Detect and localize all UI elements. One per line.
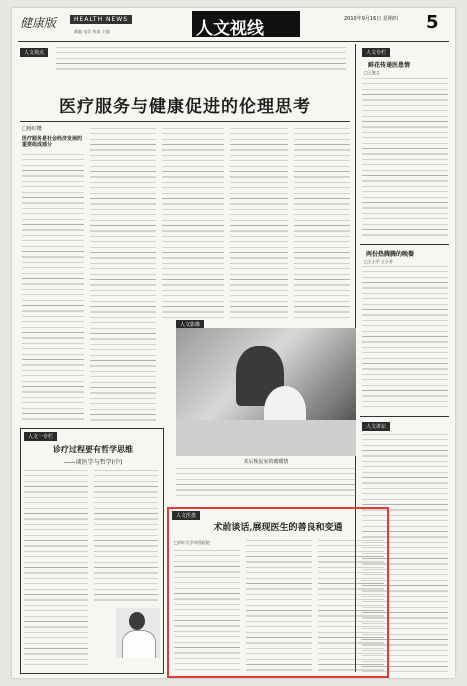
side-top-tag: 人文专栏 bbox=[362, 48, 390, 57]
main-article-subhead: 医疗服务是社会经济发展的重要组成部分 bbox=[22, 136, 83, 148]
side-top-text bbox=[362, 78, 448, 240]
column-2 bbox=[90, 128, 156, 422]
masthead-rule bbox=[18, 41, 449, 42]
philosophy-col-2 bbox=[94, 470, 158, 602]
masthead-meta: 邮编 电话 传真 主编 bbox=[74, 29, 110, 34]
side-top-title: 鲜花传递医患情 bbox=[368, 62, 411, 69]
channel-title-text: 人文视线 bbox=[196, 19, 264, 39]
newspaper-page bbox=[12, 8, 455, 678]
highlight-col-2 bbox=[246, 540, 312, 672]
side-bottom-tag: 人文讲坛 bbox=[362, 422, 390, 431]
side-top-byline: □王俊义 bbox=[364, 70, 380, 75]
portrait-head bbox=[129, 612, 145, 630]
column-3 bbox=[162, 128, 224, 322]
column-5 bbox=[294, 128, 350, 322]
side-rule-2 bbox=[360, 416, 449, 417]
channel-title bbox=[196, 14, 264, 39]
masthead-name: 健康版 bbox=[20, 16, 57, 30]
main-article-headline: 医疗服务与健康促进的伦理思考 bbox=[59, 97, 311, 117]
issue-date: 2010年9月16日 星期四 bbox=[344, 16, 398, 22]
highlight-col-1 bbox=[174, 550, 240, 672]
main-article-byline: □杨红樱 bbox=[22, 126, 42, 132]
column-4 bbox=[230, 128, 288, 322]
doctor-portrait bbox=[116, 608, 160, 658]
side-mid-text bbox=[362, 266, 448, 412]
side-mid-byline: □王小平 王小芳 bbox=[364, 259, 394, 264]
main-article-intro bbox=[56, 47, 346, 73]
column-1 bbox=[22, 154, 84, 422]
main-article-tag: 人文观点 bbox=[20, 48, 48, 57]
side-mid-title: 两份热腾腾的晚餐 bbox=[366, 251, 415, 258]
portrait-coat bbox=[122, 630, 156, 658]
headline-rule bbox=[20, 121, 350, 122]
photo-tag: 人文影像 bbox=[176, 320, 204, 329]
highlight-tag: 人文医患 bbox=[172, 511, 200, 520]
masthead-en-tag: HEALTH NEWS bbox=[70, 15, 132, 24]
philosophy-col-1 bbox=[24, 470, 88, 666]
highlight-title: 术前谈话,展现医生的善良和变通 bbox=[213, 523, 343, 533]
philosophy-title: 诊疗过程要有哲学思维 bbox=[53, 444, 133, 454]
photo-description bbox=[176, 468, 356, 500]
photo-bed bbox=[176, 420, 356, 456]
side-rule-1 bbox=[360, 244, 449, 245]
page-number: 5 bbox=[426, 12, 439, 33]
highlight-byline: □四川大学华西医院 bbox=[174, 540, 210, 545]
recovery-room-photo bbox=[176, 328, 356, 456]
philosophy-subtitle: ——谈医学与哲学(中) bbox=[63, 459, 123, 466]
highlight-col-3 bbox=[318, 540, 384, 672]
philosophy-tag: 人文一专栏 bbox=[24, 432, 57, 441]
photo-caption: 术后恢复室的暖暖情 bbox=[243, 459, 289, 465]
